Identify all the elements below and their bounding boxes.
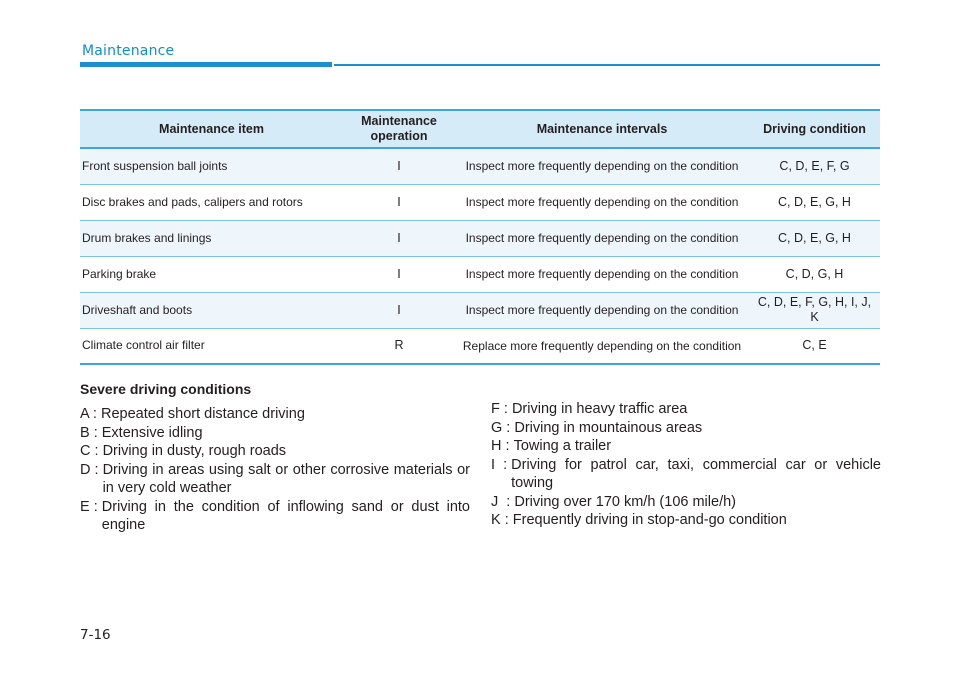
cell-item: Climate control air filter xyxy=(80,328,343,364)
column-header-operation: Maintenance operation xyxy=(343,110,455,148)
cell-conditions: C, D, E, G, H xyxy=(749,220,880,256)
cell-conditions: C, D, G, H xyxy=(749,256,880,292)
condition-text: Frequently driving in stop-and-go condition xyxy=(512,512,787,528)
cell-interval: Inspect more frequently depending on the condition xyxy=(455,292,749,328)
list-item xyxy=(491,419,881,438)
list-item xyxy=(80,461,470,498)
condition-key: G : xyxy=(491,419,515,436)
cell-operation: I xyxy=(343,256,455,292)
cell-conditions: C, D, E, F, G xyxy=(749,148,880,184)
list-item xyxy=(491,400,881,419)
condition-text: Driving in the condition of inflowing sand or dust into engine xyxy=(101,498,470,533)
condition-text: Extensive idling xyxy=(101,424,203,441)
list-item xyxy=(491,511,881,530)
table-row xyxy=(80,292,880,328)
condition-text: Driving in areas using salt or other corrosive materials or in very cold weather xyxy=(102,461,470,496)
list-item xyxy=(491,493,881,512)
cell-operation: I xyxy=(343,184,455,220)
cell-interval: Inspect more frequently depending on the condition xyxy=(455,184,749,220)
cell-conditions: C, D, E, G, H xyxy=(749,184,880,220)
header-rule-thin xyxy=(334,64,880,66)
table-row xyxy=(80,220,880,256)
list-item xyxy=(491,437,881,456)
table-header-row xyxy=(80,110,880,148)
list-item xyxy=(80,424,470,443)
severe-conditions-left-list xyxy=(80,405,470,535)
cell-interval: Inspect more frequently depending on the condition xyxy=(455,256,749,292)
list-item xyxy=(80,442,470,461)
table-row xyxy=(80,256,880,292)
cell-operation: I xyxy=(343,220,455,256)
list-item xyxy=(491,456,881,493)
table-row xyxy=(80,148,880,184)
cell-item: Disc brakes and pads, calipers and rotors xyxy=(80,184,343,220)
condition-key: I : xyxy=(491,456,512,473)
list-item xyxy=(80,405,470,424)
condition-text: Driving in dusty, rough roads xyxy=(102,443,287,459)
column-header-intervals: Maintenance intervals xyxy=(455,110,749,148)
cell-item: Parking brake xyxy=(80,256,343,292)
cell-interval: Inspect more frequently depending on the condition xyxy=(455,148,749,184)
condition-key: D : xyxy=(80,461,103,478)
condition-text: Repeated short distance driving xyxy=(100,406,305,422)
condition-key: A : xyxy=(80,406,101,422)
cell-interval: Inspect more frequently depending on the condition xyxy=(455,220,749,256)
table-row xyxy=(80,184,880,220)
condition-text: Driving for patrol car, taxi, commercial car or vehicle towing xyxy=(511,456,881,491)
condition-key: F : xyxy=(491,401,512,417)
cell-operation: R xyxy=(343,328,455,364)
condition-key: H : xyxy=(491,438,514,454)
cell-interval: Replace more frequently depending on the condition xyxy=(455,328,749,364)
condition-text: Towing a trailer xyxy=(513,438,612,454)
column-header-item: Maintenance item xyxy=(80,110,343,148)
cell-conditions: C, E xyxy=(749,328,880,364)
cell-operation: I xyxy=(343,148,455,184)
section-title: Maintenance xyxy=(82,43,175,59)
maintenance-table xyxy=(80,109,880,365)
header-rule-thick xyxy=(80,62,332,67)
condition-key: E : xyxy=(80,498,102,515)
cell-item: Driveshaft and boots xyxy=(80,292,343,328)
cell-conditions: C, D, E, F, G, H, I, J, K xyxy=(749,292,880,328)
condition-key: K : xyxy=(491,512,513,528)
condition-text: Driving over 170 km/h (106 mile/h) xyxy=(514,493,736,510)
severe-conditions-right-list xyxy=(491,400,881,530)
condition-key: B : xyxy=(80,424,102,441)
severe-conditions-title: Severe driving conditions xyxy=(80,381,252,397)
condition-text: Driving in mountainous areas xyxy=(514,419,703,436)
condition-text: Driving in heavy traffic area xyxy=(511,401,688,417)
table-row xyxy=(80,328,880,364)
page-number: 7-16 xyxy=(80,627,111,643)
condition-key: J : xyxy=(491,493,515,510)
cell-item: Front suspension ball joints xyxy=(80,148,343,184)
column-header-condition: Driving condition xyxy=(749,110,880,148)
cell-operation: I xyxy=(343,292,455,328)
condition-key: C : xyxy=(80,443,103,459)
list-item xyxy=(80,498,470,535)
cell-item: Drum brakes and linings xyxy=(80,220,343,256)
